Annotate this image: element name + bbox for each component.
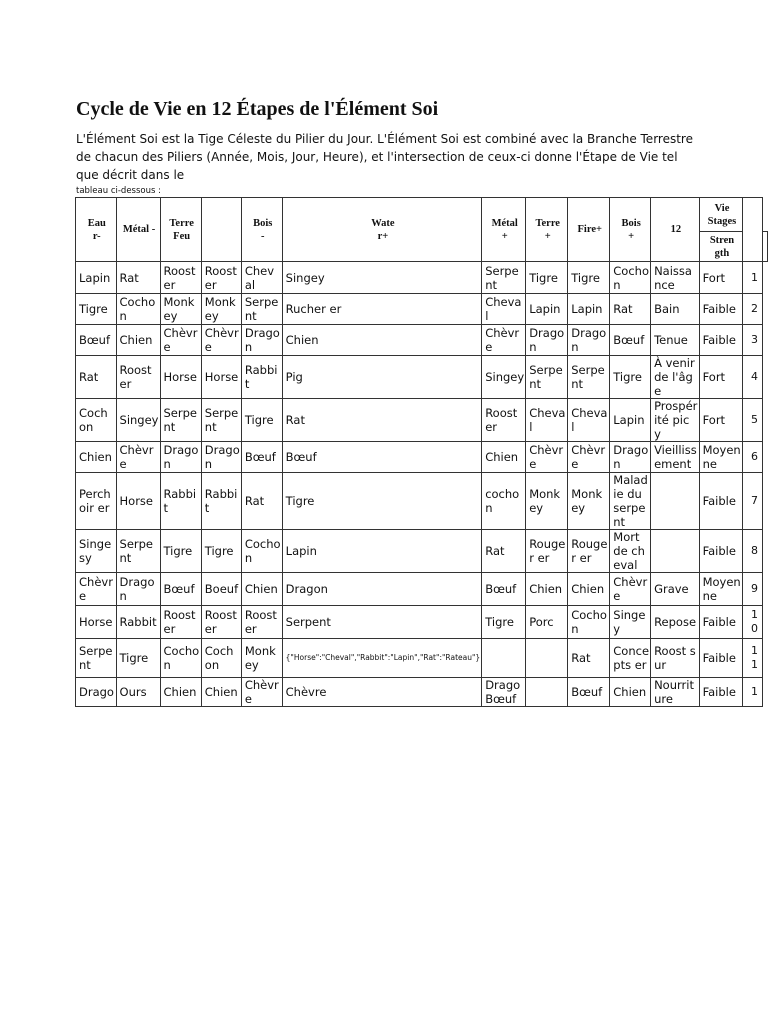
table-cell: Dragon <box>568 325 610 356</box>
table-cell: Fort <box>699 262 743 294</box>
table-cell <box>651 530 700 573</box>
table-body <box>76 262 768 707</box>
table-cell: Chèvre <box>610 573 651 606</box>
table-cell: Vieillissement <box>651 442 700 473</box>
table-cell: Chèvre <box>568 442 610 473</box>
table-cell: Chien <box>241 573 282 606</box>
table-cell: Cochon <box>76 399 117 442</box>
table-row <box>76 442 768 473</box>
header-cell: Métal - <box>116 198 160 262</box>
table-cell: Monkey <box>568 473 610 530</box>
header-cell: Fire+ <box>568 198 610 262</box>
table-cell: Singey <box>610 606 651 639</box>
table-cell: Chien <box>568 573 610 606</box>
header-cell: 12 <box>651 198 700 262</box>
table-cell: Rouger er <box>526 530 568 573</box>
table-cell: Rat <box>568 639 610 678</box>
table-cell: Singesy <box>76 530 117 573</box>
table-cell <box>526 678 568 707</box>
table-cell: Dragon <box>160 442 201 473</box>
table-cell: Rat <box>76 356 117 399</box>
table-cell: Serpent <box>201 399 241 442</box>
table-cell: Faible <box>699 606 743 639</box>
table-row <box>76 678 768 707</box>
table-cell: Tigre <box>241 399 282 442</box>
table-cell: Dragon <box>610 442 651 473</box>
table-cell: {"Horse":"Cheval","Rabbit":"Lapin","Rat":"Rateau"} <box>282 639 482 678</box>
table-cell <box>482 639 526 678</box>
table-cell: 5 <box>743 399 763 442</box>
table-row <box>76 573 768 606</box>
table-cell: Cochon <box>160 639 201 678</box>
table-cell: Horse <box>116 473 160 530</box>
table-cell: 10 <box>743 606 763 639</box>
table-cell: Serpent <box>160 399 201 442</box>
table-cell: Serpent <box>282 606 482 639</box>
table-cell: Cheval <box>482 294 526 325</box>
table-row <box>76 639 768 678</box>
table-cell: Horse <box>76 606 117 639</box>
table-cell: Rat <box>482 530 526 573</box>
table-cell: Lapin <box>526 294 568 325</box>
header-cell: Bois + <box>610 198 651 262</box>
table-cell: Moyenne <box>699 442 743 473</box>
table-cell: Tigre <box>568 262 610 294</box>
table-cell: Serpent <box>526 356 568 399</box>
table-cell: Serpent <box>116 530 160 573</box>
table-cell: 1 <box>743 678 763 707</box>
table-cell: Drago Bœuf <box>482 678 526 707</box>
page-title: Cycle de Vie en 12 Étapes de l'Élément Soi <box>76 98 439 120</box>
table-cell: Nourriture <box>651 678 700 707</box>
table-cell: Rucher er <box>282 294 482 325</box>
table-cell: Chien <box>482 442 526 473</box>
table-cell: Rat <box>610 294 651 325</box>
table-cell: Lapin <box>568 294 610 325</box>
table-cell: Faible <box>699 294 743 325</box>
table-cell: Perchoir er <box>76 473 117 530</box>
table-cell: Rooster <box>201 262 241 294</box>
table-row <box>76 262 768 294</box>
table-cell: Rabbit <box>160 473 201 530</box>
table-cell: Horse <box>160 356 201 399</box>
table-cell: Serpent <box>568 356 610 399</box>
table-cell: Rooster <box>482 399 526 442</box>
table-cell: Tigre <box>610 356 651 399</box>
table-cell: Singey <box>116 399 160 442</box>
table-cell: Rooster <box>201 606 241 639</box>
header-row <box>76 198 768 232</box>
table-cell: Grave <box>651 573 700 606</box>
header-cell: Vie Stages <box>699 198 743 232</box>
table-cell: Dragon <box>241 325 282 356</box>
table-cell: Drago <box>76 678 117 707</box>
table-cell: Monkey <box>526 473 568 530</box>
table-cell: Chèvre <box>482 325 526 356</box>
header-cell: Terre + <box>526 198 568 262</box>
table-cell <box>651 473 700 530</box>
table-row <box>76 356 768 399</box>
table-cell: Rat <box>241 473 282 530</box>
header-cell: Bois - <box>241 198 282 262</box>
table-cell: Chèvre <box>76 573 117 606</box>
table-row <box>76 325 768 356</box>
table-cell: Cochon <box>241 530 282 573</box>
header-cell <box>763 232 768 262</box>
table-cell: Tenue <box>651 325 700 356</box>
table-cell: Rat <box>282 399 482 442</box>
table-cell: 11 <box>743 639 763 678</box>
table-cell: Tigre <box>201 530 241 573</box>
table-cell: Boeuf <box>201 573 241 606</box>
table-cell: Dragon <box>201 442 241 473</box>
table-cell: Serpent <box>241 294 282 325</box>
table-cell: 6 <box>743 442 763 473</box>
table-cell: Fort <box>699 356 743 399</box>
table-cell: Dragon <box>526 325 568 356</box>
table-cell: Rooster <box>116 356 160 399</box>
table-cell: 1 <box>743 262 763 294</box>
table-cell: Horse <box>201 356 241 399</box>
table-cell: Singey <box>282 262 482 294</box>
table-row <box>76 606 768 639</box>
table-cell: Faible <box>699 678 743 707</box>
table-cell: Cheval <box>526 399 568 442</box>
intro-paragraph <box>76 130 696 198</box>
table-cell: Roost er <box>241 606 282 639</box>
table-cell: 7 <box>743 473 763 530</box>
table-cell: 2 <box>743 294 763 325</box>
table-cell: Cochon <box>568 606 610 639</box>
table-cell: Rooster <box>160 606 201 639</box>
table-row <box>76 294 768 325</box>
table-cell: Chèvre <box>201 325 241 356</box>
table-cell: Porc <box>526 606 568 639</box>
table-cell: Serpent <box>482 262 526 294</box>
table-cell: Repose <box>651 606 700 639</box>
table-cell: Serpent <box>76 639 117 678</box>
table-header <box>76 198 768 262</box>
table-cell: Tigre <box>282 473 482 530</box>
table-cell: cochon <box>482 473 526 530</box>
table-cell: Dragon <box>282 573 482 606</box>
table-cell: Singey <box>482 356 526 399</box>
table-cell: Chien <box>201 678 241 707</box>
table-row <box>76 399 768 442</box>
table-cell: Bœuf <box>76 325 117 356</box>
table-cell: Tigre <box>160 530 201 573</box>
table-cell: Cochon <box>201 639 241 678</box>
table-cell: Chien <box>526 573 568 606</box>
table-cell: 3 <box>743 325 763 356</box>
table-cell: 4 <box>743 356 763 399</box>
table-cell: Bœuf <box>241 442 282 473</box>
table-cell: Cochon <box>610 262 651 294</box>
intro-text: L'Élément Soi est la Tige Céleste du Pilier du Jour. L'Élément Soi est combiné avec la Branche Terrestre de chacun des Piliers (Année, Mois, Jour, Heure), et l'intersection de ceux-ci donne l'Étape de Vie tel que décrit dans le <box>76 132 693 182</box>
table-cell: Pig <box>282 356 482 399</box>
table-cell: Chèvre <box>282 678 482 707</box>
table-row <box>76 530 768 573</box>
table-cell: Moyenne <box>699 573 743 606</box>
table-cell: Cheval <box>568 399 610 442</box>
table-cell: Bœuf <box>568 678 610 707</box>
table-cell: Chien <box>610 678 651 707</box>
table-cell <box>526 639 568 678</box>
table-cell: Rouger er <box>568 530 610 573</box>
table-cell: Rabbit <box>201 473 241 530</box>
table-cell: Faible <box>699 639 743 678</box>
table-cell: Bain <box>651 294 700 325</box>
life-stage-table <box>75 197 768 707</box>
header-cell: Wate r+ <box>282 198 482 262</box>
table-cell: Faible <box>699 325 743 356</box>
table-cell: Faible <box>699 530 743 573</box>
table-cell: Chien <box>76 442 117 473</box>
header-cell: Stren gth <box>699 232 743 262</box>
table-cell: Fort <box>699 399 743 442</box>
table-cell: Maladie du serpent <box>610 473 651 530</box>
header-cell: Métal + <box>482 198 526 262</box>
table-cell: Tigre <box>526 262 568 294</box>
table-cell: Chien <box>116 325 160 356</box>
header-cell: Eau r- <box>76 198 117 262</box>
table-cell: 9 <box>743 573 763 606</box>
table-cell: À venir de l'âge <box>651 356 700 399</box>
table-cell: Lapin <box>76 262 117 294</box>
table-cell: Rooster <box>160 262 201 294</box>
header-cell <box>201 198 241 262</box>
table-cell: Naissance <box>651 262 700 294</box>
table-cell: Dragon <box>116 573 160 606</box>
table-cell: Faible <box>699 473 743 530</box>
intro-small-text: tableau ci-dessous : <box>76 186 161 196</box>
table-cell: Lapin <box>610 399 651 442</box>
table-cell: Tigre <box>76 294 117 325</box>
table-cell: Cochon <box>116 294 160 325</box>
table-cell: Chien <box>282 325 482 356</box>
table-cell: Monkey <box>241 639 282 678</box>
table-cell: Ours <box>116 678 160 707</box>
header-cell <box>743 198 763 262</box>
table-cell: Monkey <box>201 294 241 325</box>
table-cell: Bœuf <box>282 442 482 473</box>
table-cell: 8 <box>743 530 763 573</box>
table-cell: Bœuf <box>482 573 526 606</box>
table-cell: Roost sur <box>651 639 700 678</box>
table-cell: Rat <box>116 262 160 294</box>
table-cell: Bœuf <box>160 573 201 606</box>
table-cell: Rabbit <box>241 356 282 399</box>
table-cell: Lapin <box>282 530 482 573</box>
table-cell: Chèvre <box>241 678 282 707</box>
table-cell: Tigre <box>116 639 160 678</box>
table-cell: Cheval <box>241 262 282 294</box>
table-cell: Tigre <box>482 606 526 639</box>
table-cell: Chèvre <box>116 442 160 473</box>
table-cell: Rabbit <box>116 606 160 639</box>
table-row <box>76 473 768 530</box>
table-cell: Concepts er <box>610 639 651 678</box>
table-cell: Chèvre <box>526 442 568 473</box>
table-cell: Chèvre <box>160 325 201 356</box>
table-cell: Prospérité pic y <box>651 399 700 442</box>
table-cell: Bœuf <box>610 325 651 356</box>
table-cell: Monkey <box>160 294 201 325</box>
header-cell: Terre Feu <box>160 198 201 262</box>
table-cell: Mort de cheval <box>610 530 651 573</box>
table-cell: Chien <box>160 678 201 707</box>
